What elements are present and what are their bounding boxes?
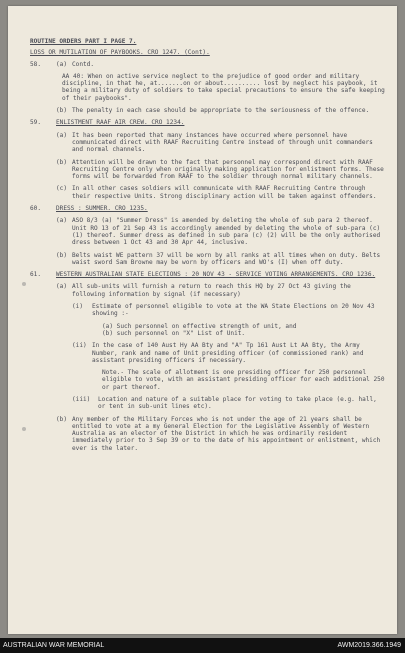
- section-title: DRESS : SUMMER. CRO 1235.: [56, 205, 148, 213]
- section-60-title: [30, 205, 385, 212]
- para-label: (b): [56, 107, 68, 115]
- document-page: [8, 6, 397, 634]
- institution-name: AUSTRALIAN WAR MEMORIAL: [3, 642, 105, 649]
- para-text: ASO 8/3 (a) "Summer Dress" is amended by deleting the whole of sub para 2 thereof. Unit RO 13 of 21 Sep 43 is accordingly amended by deleting the whole of sub-para (c) (1) thereof. Summer dress as defined in sub para (c) (2) will be the only authorised dress between 1 Oct 43 and 30 Apr 44, inclusive.: [72, 217, 381, 247]
- archive-footer: [0, 638, 405, 653]
- punch-mark: [22, 282, 26, 286]
- section-59-c: [56, 185, 385, 200]
- accession-number: AWM2019.366.1949: [337, 642, 401, 649]
- section-58-title: LOSS OR MUTILATION OF PAYBOOKS. CRO 1247. (Cont).: [30, 49, 210, 57]
- para-text: All sub-units will furnish a return to reach this HQ by 27 Oct 43 giving the following information by signal (if necessary): [72, 283, 351, 298]
- sub-item-a: (a) Such personnel on effective strength of unit, and: [102, 322, 297, 330]
- section-61-a-i: [72, 303, 385, 318]
- section-61-note: Note.- The scale of allotment is one presiding officer for 250 personnel eligible to vote, with an assistant presiding officer for each additional 250 or part thereof.: [102, 369, 385, 391]
- page-header: ROUTINE ORDERS PART I PAGE 7.: [30, 38, 137, 45]
- section-title: WESTERN AUSTRALIAN STATE ELECTIONS : 20 NOV 43 - SERVICE VOTING ARRANGEMENTS. CRO 1236.: [56, 271, 376, 279]
- para-label: (a): [56, 131, 68, 139]
- para-text: Contd.: [72, 60, 95, 68]
- para-label: (b): [56, 415, 68, 423]
- para-label: (iii): [72, 395, 91, 403]
- para-text: Any member of the Military Forces who is not under the age of 21 years shall be entitled to vote at a my General Election for the Legislative Assembly of Western Australia as an elector of the District in which he was ordinarily resident immediately prior to 3 Sep 39 or to the date of his appointment or enlistment, which ever is the later.: [72, 415, 381, 452]
- section-60-a: [56, 217, 385, 246]
- punch-mark: [22, 427, 26, 431]
- para-text: Attention will be drawn to the fact that personnel may correspond direct with RAAF Recruiting Centre only when originally making application for enlistment forms. These forms will be forwarded from RAAF to the soldier through normal military channels.: [72, 158, 384, 181]
- para-label: (i): [72, 303, 84, 311]
- para-label: (ii): [72, 342, 87, 350]
- para-text: It has been reported that many instances have occurred where personnel have communicated direct with RAAF Recruiting Centre instead of through unit commanders and normal channels.: [72, 131, 373, 154]
- section-59-b: [56, 159, 385, 181]
- section-61-a-i-sub: [102, 323, 385, 338]
- section-61-a-iii: [72, 396, 385, 411]
- section-61-a-ii: [72, 342, 385, 364]
- section-number: 58.: [30, 60, 42, 68]
- para-label: (a): [56, 217, 68, 225]
- para-label: (c): [56, 185, 68, 193]
- para-text: In all other cases soldiers will communicate with RAAF Recruiting Centre through their respective Units. Strong disciplinary action will be taken against offenders.: [72, 185, 377, 200]
- document-body: [30, 38, 385, 457]
- para-label: (a): [56, 283, 68, 291]
- section-60-b: [56, 252, 385, 267]
- section-61-title: [30, 271, 385, 278]
- section-58-aa40: AA 40: When on active service neglect to the prejudice of good order and military discipline, in that he, at.......on or about.......... lost by neglect his paybook, it being a military duty of soldiers to take special precautions to ensure the safe keeping of their paybooks".: [62, 72, 385, 102]
- para-label: (b): [56, 251, 68, 259]
- para-text: The penalty in each case should be appropriate to the seriousness of the offence.: [72, 107, 370, 115]
- section-58-b: [56, 107, 385, 114]
- section-number: 59.: [30, 119, 42, 127]
- para-label: (a): [56, 60, 68, 68]
- section-59-title: [30, 119, 385, 126]
- section-61-b: [56, 416, 385, 452]
- section-58-a: [30, 61, 385, 68]
- sub-item-b: (b) such personnel on "X" List of Unit.: [102, 329, 246, 337]
- para-label: (b): [56, 158, 68, 166]
- section-number: 60.: [30, 205, 42, 213]
- para-text: Estimate of personnel eligible to vote at the WA State Elections on 20 Nov 43 showing :-: [92, 303, 375, 318]
- para-text: Location and nature of a suitable place for voting to take place (e.g. hall, or tent in sub-unit lines etc).: [98, 395, 377, 411]
- para-text: Belts waist WE pattern 37 will be worn by all ranks at all times when on duty. Belts waist sword Sam Browne may be worn by officers and WO's (I) when off duty.: [72, 251, 381, 266]
- section-59-a: [56, 132, 385, 154]
- section-number: 61.: [30, 271, 42, 279]
- section-61-a: [56, 283, 385, 298]
- section-title: ENLISTMENT RAAF AIR CREW. CRO 1234.: [56, 119, 185, 127]
- para-text: In the case of 140 Aust Hy AA Bty and "A" Tp 161 Aust Lt AA Bty, the Army Number, rank and name of Unit presiding officer (of commissioned rank) and assistant presiding officers if necessary.: [92, 342, 364, 364]
